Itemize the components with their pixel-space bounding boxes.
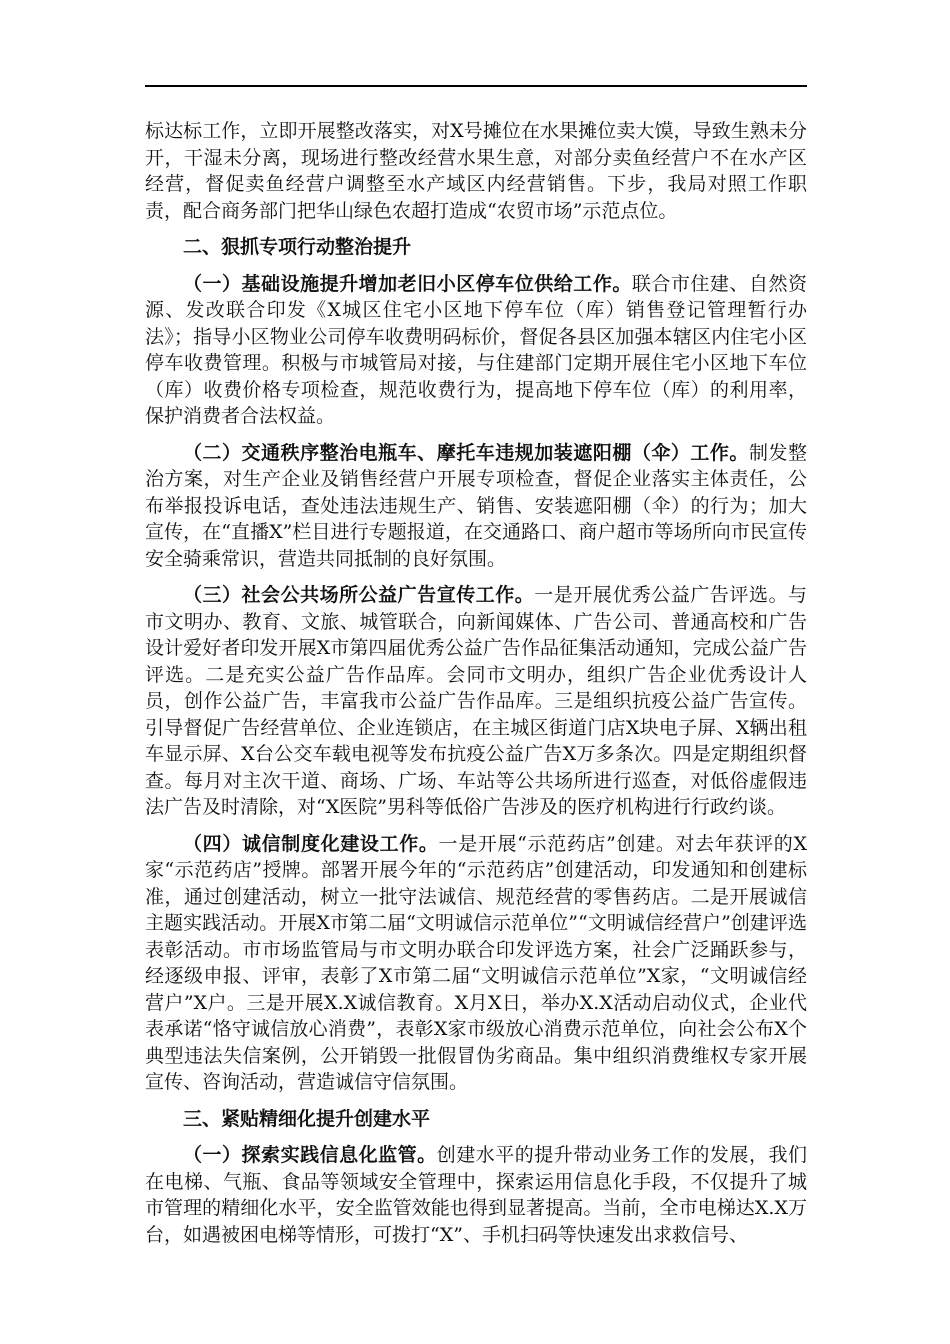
paragraph-text: 一是开展优秀公益广告评选。与市文明办、教育、文旅、城管联合，向新闻媒体、广告公司、普通高校和广告设计爱好者印发开展X市第四届优秀公益广告作品征集活动通知，完成公益广告评选。二是充实公益广告作品库。会同市文明办，组织广告企业优秀设计人员，创作公益广告，丰富我市公益广告作品库。三是组织抗疫公益广告宣传。引导督促广告经营单位、企业连锁店，在主城区街道门店X块电子屏、X辆出租车显示屏、X台公交车载电视等发布抗疫公益广告X万多条次。四是定期组织督查。每月对主次干道、商场、广场、车站等公共场所进行巡查，对低俗虚假违法广告及时清除，对“X医院”男科等低俗广告涉及的医疗机构进行行政约谈。 xyxy=(145,584,807,818)
paragraph xyxy=(145,831,807,1096)
paragraph xyxy=(145,271,807,430)
paragraph-text: 创建水平的提升带动业务工作的发展，我们在电梯、气瓶、食品等领域安全管理中，探索运用信息化手段，不仅提升了城市管理的精细化水平，安全监管效能也得到显著提高。当前，全市电梯达X.X万台，如遇被困电梯等情形，可拨打“X”、手机扫码等快速发出求救信号、 xyxy=(145,1144,807,1246)
paragraph xyxy=(145,582,807,821)
section-heading-text: 三、紧贴精细化提升创建水平 xyxy=(183,1107,431,1130)
header-rule xyxy=(145,85,807,87)
paragraph-lead: （三）社会公共场所公益广告宣传工作。 xyxy=(183,584,535,606)
paragraph-lead: （一）基础设施提升增加老旧小区停车位供给工作。 xyxy=(183,272,632,295)
document-body xyxy=(145,118,807,1258)
paragraph-lead: （二）交通秩序整治电瓶车、摩托车违规加装遮阳棚（伞）工作。 xyxy=(183,441,749,464)
paragraph xyxy=(145,1142,807,1248)
paragraph-lead: （四）诚信制度化建设工作。 xyxy=(183,832,439,855)
paragraph-text: 联合市住建、自然资源、发改联合印发《X城区住宅小区地下停车位（库）销售登记管理暂行办法》；指导小区物业公司停车收费明码标价，督促各县区加强本辖区内住宅小区停车收费管理。积极与市城管局对接，与住建部门定期开展住宅小区地下车位（库）收费价格专项检查，规范收费行为，提高地下停车位（库）的利用率，保护消费者合法权益。 xyxy=(145,272,807,427)
section-heading-text: 二、狠抓专项行动整治提升 xyxy=(183,236,412,258)
paragraph xyxy=(145,440,807,573)
paragraph xyxy=(145,118,807,224)
section-heading xyxy=(145,234,807,261)
section-heading xyxy=(145,1106,807,1133)
paragraph-text: 标达标工作，立即开展整改落实，对X号摊位在水果摊位卖大馍，导致生熟未分开，干湿未分离，现场进行整改经营水果生意，对部分卖鱼经营户不在水产区经营，督促卖鱼经营户调整至水产域区内经营销售。下步，我局对照工作职责，配合商务部门把华山绿色农超打造成“农贸市场”示范点位。 xyxy=(145,120,807,222)
paragraph-text: 制发整治方案，对生产企业及销售经营户开展专项检查，督促企业落实主体责任，公布举报投诉电话，查处违法违规生产、销售、安装遮阳棚（伞）的行为；加大宣传，在“直播X”栏目进行专题报道，在交通路口、商户超市等场所向市民宣传安全骑乘常识，营造共同抵制的良好氛围。 xyxy=(145,441,807,570)
paragraph-lead: （一）探索实践信息化监管。 xyxy=(183,1144,437,1166)
paragraph-text: 一是开展“示范药店”创建。对去年获评的X家“示范药店”授牌。部署开展今年的“示范药店”创建活动，印发通知和创建标准，通过创建活动，树立一批守法诚信、规范经营的零售药店。二是开展诚信主题实践活动。开展X市第二届“文明诚信示范单位”“文明诚信经营户”创建评选表彰活动。市市场监管局与市文明办联合印发评选方案，社会广泛踊跃参与，经逐级申报、评审，表彰了X市第二届“文明诚信示范单位”X家，“文明诚信经营户”X户。三是开展X.X诚信教育。X月X日，举办X.X活动启动仪式，企业代表承诺“恪守诚信放心消费”，表彰X家市级放心消费示范单位，向社会公布X个典型违法失信案例，公开销毁一批假冒伪劣商品。集中组织消费维权专家开展宣传、咨询活动，营造诚信守信氛围。 xyxy=(145,832,807,1093)
